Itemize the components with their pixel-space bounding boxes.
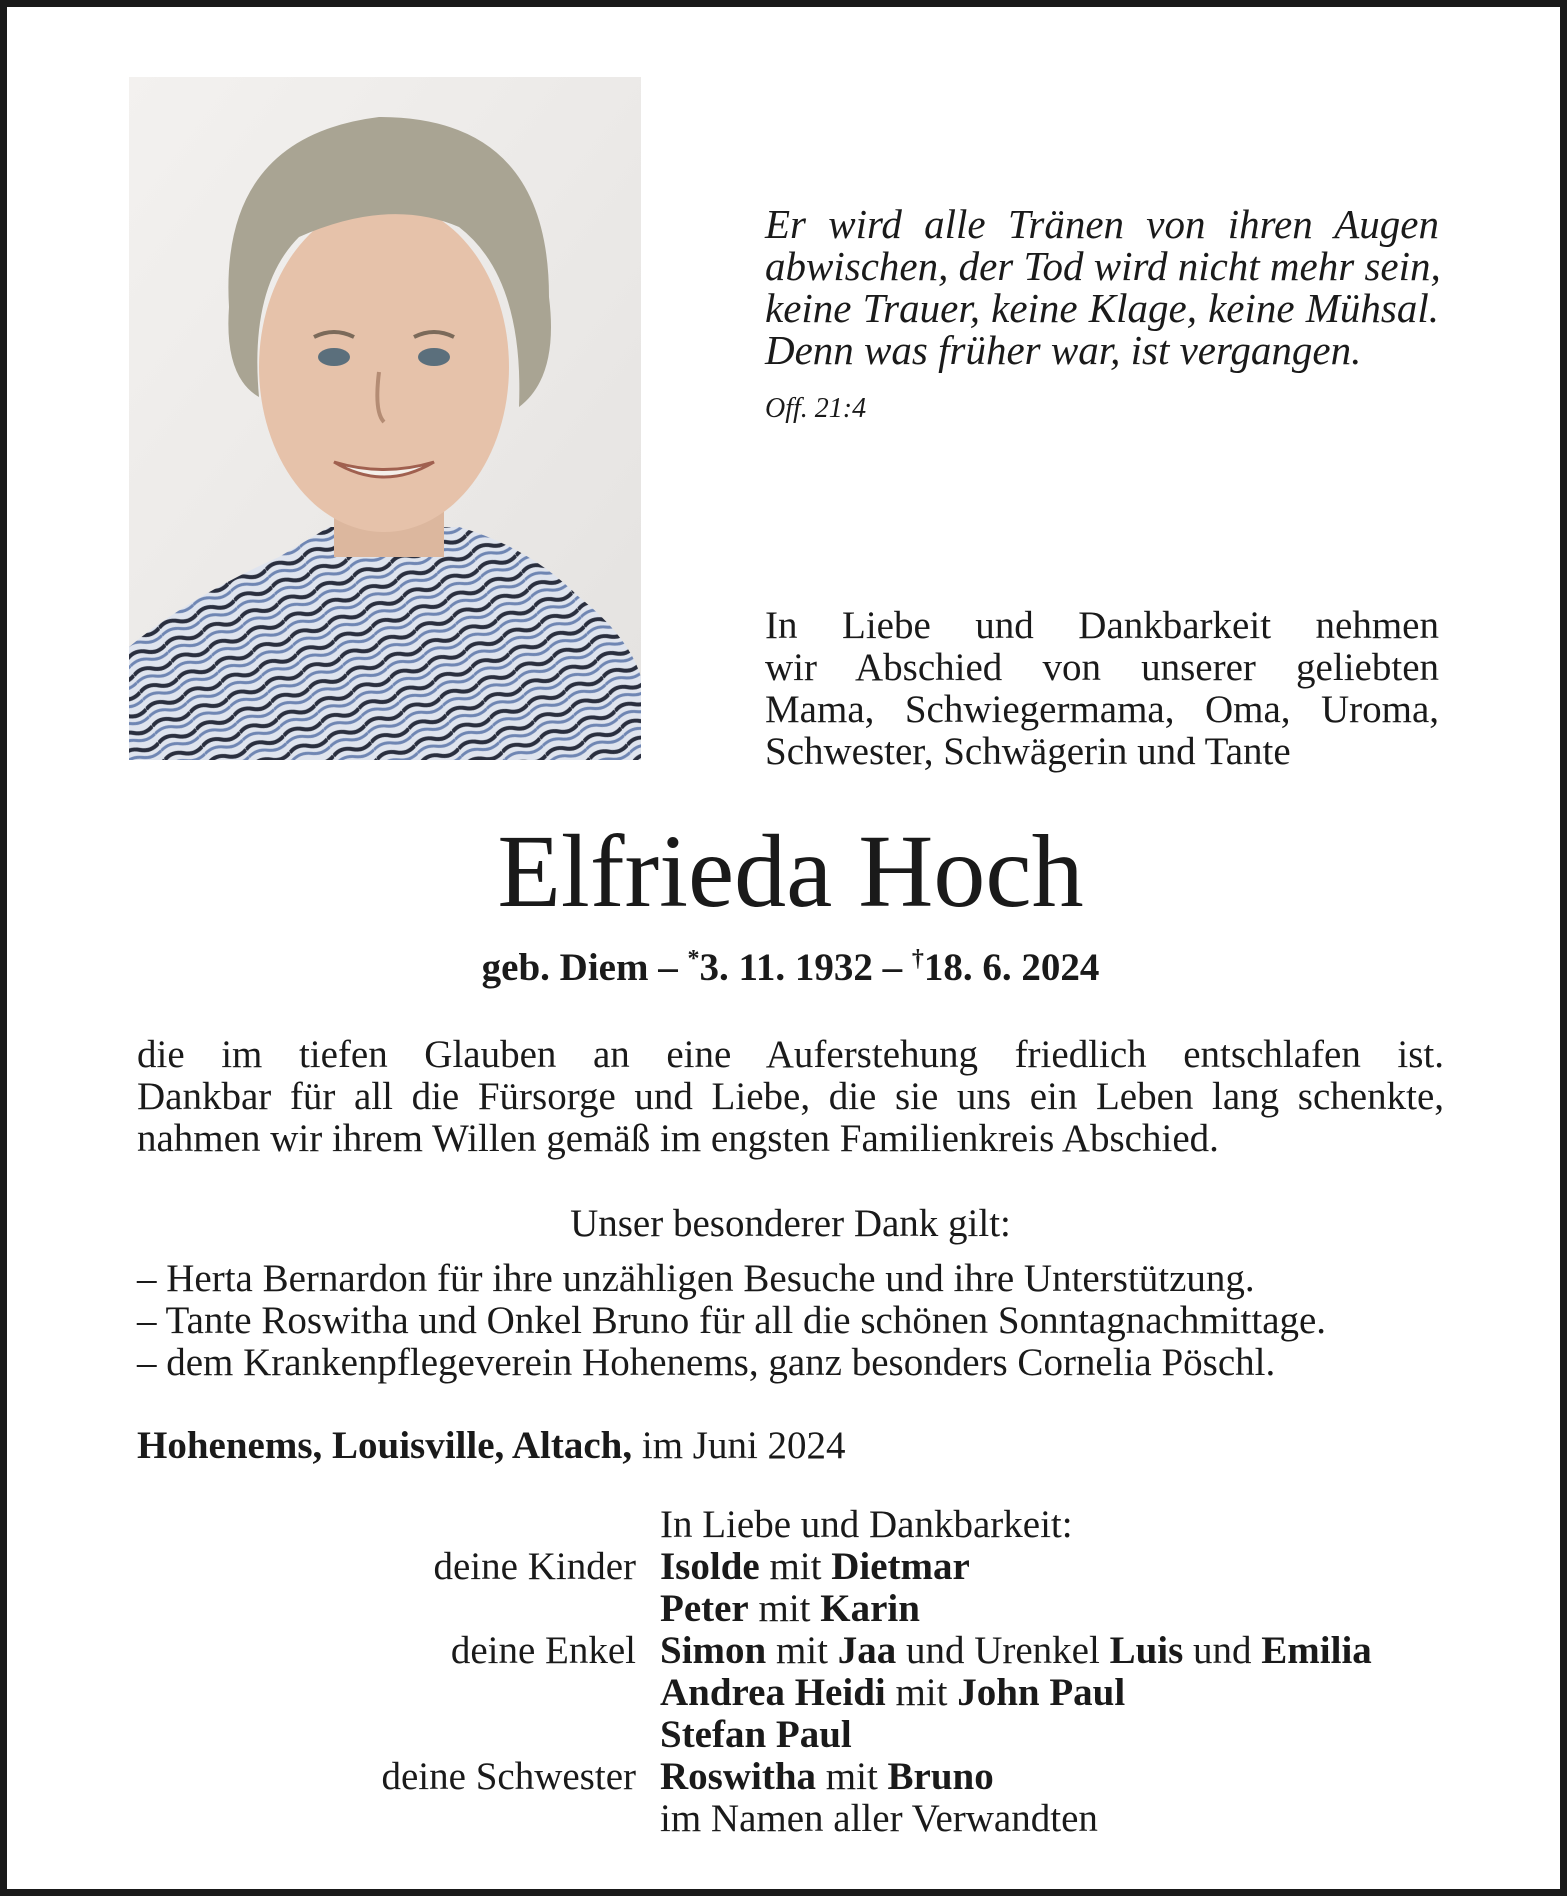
dash: – xyxy=(882,946,903,989)
thanks-list xyxy=(137,1258,1457,1384)
body-line: die im tiefen Glauben an eine Auferstehung friedlich entschlafen ist. xyxy=(137,1033,1444,1076)
intro-line: Schwester, Schwägerin und Tante xyxy=(765,730,1291,773)
signer-names: Isolde mit Dietmar xyxy=(660,1545,970,1588)
signer-names: Simon mit Jaa und Urenkel Luis und Emilia xyxy=(660,1629,1372,1672)
place-date xyxy=(137,1423,846,1468)
intro-line: In Liebe und Dankbarkeit nehmen xyxy=(765,604,1439,647)
body-line: nahmen wir ihrem Willen gemäß im engsten Familienkreis Abschied. xyxy=(137,1117,1219,1160)
signer-label: deine Schwester xyxy=(381,1755,636,1798)
quote-line: keine Trauer, keine Klage, keine Mühsal. xyxy=(765,285,1439,331)
bible-quote xyxy=(765,203,1439,371)
body-text xyxy=(137,1034,1444,1160)
death-date: 18. 6. 2024 xyxy=(923,946,1100,989)
portrait-photo xyxy=(129,77,641,760)
place-month: im Juni 2024 xyxy=(641,1424,846,1467)
quote-line: Er wird alle Tränen von ihren Augen xyxy=(765,201,1439,247)
quote-line: Denn was früher war, ist vergangen. xyxy=(765,327,1362,373)
birth-date: 3. 11. 1932 xyxy=(699,946,873,989)
list-item: – Herta Bernardon für ihre unzähligen Besuche und ihre Unterstützung. xyxy=(137,1257,1255,1300)
signer-row xyxy=(7,1798,1567,1840)
life-dates xyxy=(7,945,1567,990)
signer-row xyxy=(7,1672,1567,1714)
intro-line: wir Abschied von unserer geliebten xyxy=(765,646,1439,689)
maiden-name: geb. Diem xyxy=(481,946,649,989)
signer-row xyxy=(7,1756,1567,1798)
signers-closing: im Namen aller Verwandten xyxy=(660,1797,1098,1840)
list-item: – Tante Roswitha und Onkel Bruno für all die schönen Sonntagnachmittage. xyxy=(137,1299,1327,1342)
portrait-illustration xyxy=(129,77,641,760)
thanks-heading: Unser besonderer Dank gilt: xyxy=(570,1202,1011,1245)
intro-line: Mama, Schwiegermama, Oma, Uroma, xyxy=(765,688,1439,731)
deceased-name: Elfrieda Hoch xyxy=(497,814,1084,929)
signer-label: deine Kinder xyxy=(433,1545,636,1588)
signer-names: Stefan Paul xyxy=(660,1713,852,1756)
signer-names: Andrea Heidi mit John Paul xyxy=(660,1671,1126,1714)
intro-text xyxy=(765,605,1439,773)
signer-row xyxy=(7,1588,1567,1630)
signers-intro: In Liebe und Dankbarkeit: xyxy=(660,1503,1073,1546)
place-locations: Hohenems, Louisville, Altach, xyxy=(137,1424,633,1467)
signer-row xyxy=(7,1504,1567,1546)
signer-names: Peter mit Karin xyxy=(660,1587,920,1630)
signer-names: Roswitha mit Bruno xyxy=(660,1755,994,1798)
quote-reference: Off. 21:4 xyxy=(765,393,867,424)
signer-label: deine Enkel xyxy=(450,1629,636,1672)
birth-symbol: * xyxy=(687,946,700,972)
signer-row xyxy=(7,1630,1567,1672)
list-item: – dem Krankenpflegeverein Hohenems, ganz besonders Cornelia Pöschl. xyxy=(137,1341,1276,1384)
dash: – xyxy=(658,946,678,989)
death-symbol: † xyxy=(911,946,924,972)
quote-line: abwischen, der Tod wird nicht mehr sein, xyxy=(765,243,1441,289)
signer-row xyxy=(7,1714,1567,1756)
signer-row xyxy=(7,1546,1567,1588)
body-line: Dankbar für all die Fürsorge und Liebe, die sie uns ein Leben lang schenkte, xyxy=(137,1075,1444,1118)
signers xyxy=(7,1504,1567,1840)
